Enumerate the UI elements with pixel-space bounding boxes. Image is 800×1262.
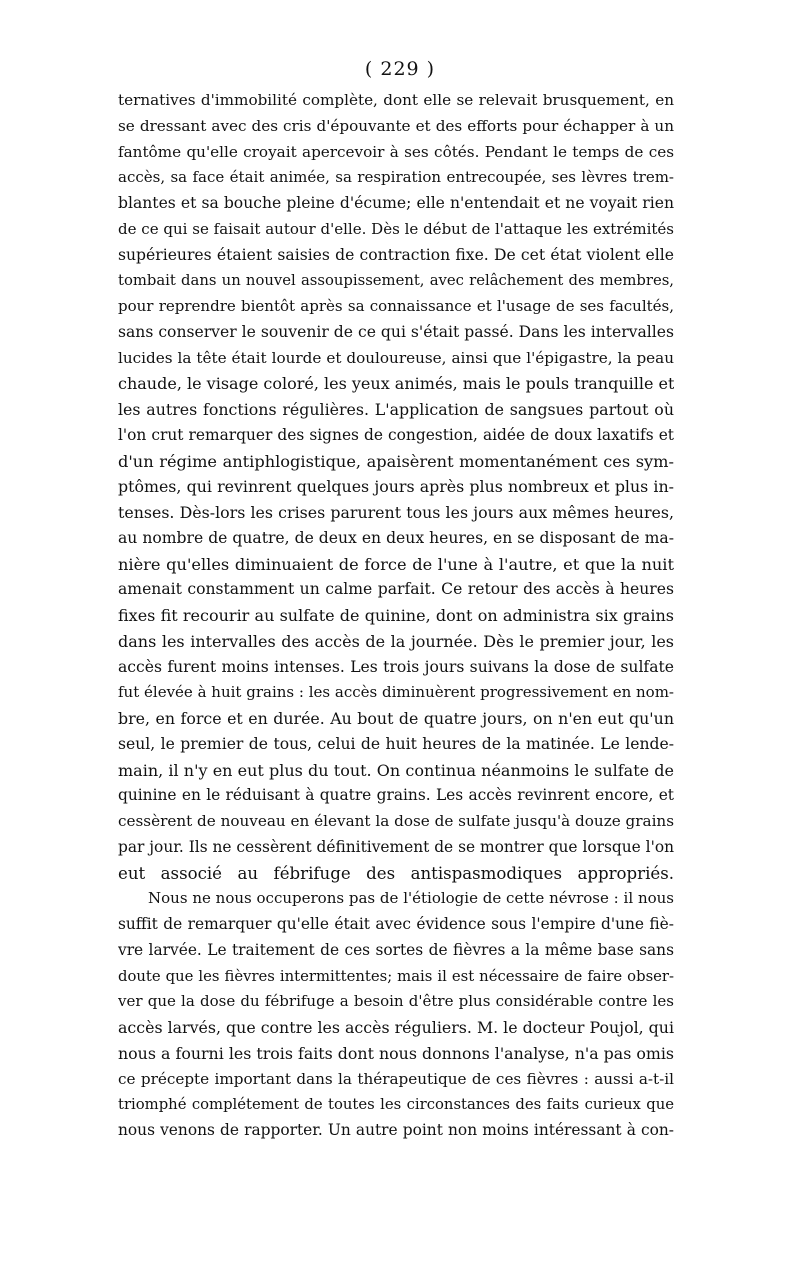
text-line: tenses. Dès-lors les crises parurent tous les jours aux mêmes heures,	[118, 503, 674, 522]
text-line: vre larvée. Le traitement de ces sortes de fièvres a la même base sans	[118, 940, 674, 959]
text-line: ver que la dose du fébrifuge a besoin d'être plus considérable contre les	[118, 992, 674, 1011]
text-line: doute que les fièvres intermittentes; mais il est nécessaire de faire obser-	[118, 967, 674, 985]
text-line: de ce qui se faisait autour d'elle. Dès le début de l'attaque les extrémités	[118, 219, 674, 238]
text-line: seul, le premier de tous, celui de huit heures de la matinée. Le lende-	[118, 734, 674, 753]
text-line: amenait constamment un calme parfait. Ce retour des accès à heures	[118, 580, 674, 599]
text-line: cessèrent de nouveau en élevant la dose de sulfate jusqu'à douze grains	[118, 812, 674, 830]
text-line: triomphé complétement de toutes les circonstances des faits curieux que	[118, 1096, 674, 1114]
text-line: l'on crut remarquer des signes de congestion, aidée de doux laxatifs et	[118, 425, 674, 444]
text-line: les autres fonctions régulières. L'application de sangsues partout où	[118, 400, 674, 419]
text-line: au nombre de quatre, de deux en deux heures, en se disposant de ma-	[118, 528, 674, 547]
text-line: pour reprendre bientôt après sa connaissance et l'usage de ses facultés,	[118, 297, 674, 315]
text-line: d'un régime antiphlogistique, apaisèrent momentanément ces sym-	[118, 451, 674, 471]
paragraph	[118, 88, 674, 886]
text-line: quinine en le réduisant à quatre grains. Les accès revinrent encore, et	[118, 786, 674, 805]
text-line: tombait dans un nouvel assoupissement, avec relâchement des membres,	[118, 272, 674, 290]
text-line: Nous ne nous occuperons pas de l'étiologie de cette névrose : il nous	[148, 889, 674, 908]
paragraph	[118, 886, 674, 1144]
text-line: accès larvés, que contre les accès réguliers. M. le docteur Poujol, qui	[118, 1018, 674, 1037]
page-number: ( 229 )	[364, 58, 436, 80]
text-line: sans conserver le souvenir de ce qui s'était passé. Dans les intervalles	[118, 322, 674, 341]
text-line: fut élevée à huit grains : les accès diminuèrent progressivement en nom-	[118, 683, 674, 702]
text-line: lucides la tête était lourde et douloureuse, ainsi que l'épigastre, la peau	[118, 348, 674, 367]
text-line: accès, sa face était animée, sa respiration entrecoupée, ses lèvres trem-	[118, 168, 674, 187]
text-line: suffit de remarquer qu'elle était avec évidence sous l'empire d'une fiè-	[118, 915, 674, 933]
text-line: ternatives d'immobilité complète, dont elle se relevait brusquement, en	[118, 91, 674, 109]
text-line: fantôme qu'elle croyait apercevoir à ses côtés. Pendant le temps de ces	[118, 142, 674, 161]
text-line: par jour. Ils ne cessèrent définitivement de se montrer que lorsque l'on	[118, 837, 674, 856]
text-line: chaude, le visage coloré, les yeux animés, mais le pouls tranquille et	[118, 374, 674, 394]
body-text	[118, 88, 674, 1144]
text-line: fixes fit recourir au sulfate de quinine, dont on administra six grains	[118, 606, 674, 625]
text-line: dans les intervalles des accès de la journée. Dès le premier jour, les	[118, 631, 674, 651]
text-line: ce précepte important dans la thérapeutique de ces fièvres : aussi a-t-il	[118, 1069, 674, 1088]
text-line: blantes et sa bouche pleine d'écume; elle n'entendait et ne voyait rien	[118, 194, 674, 212]
text-line: accès furent moins intenses. Les trois jours suivans la dose de sulfate	[118, 657, 674, 676]
text-line: main, il n'y en eut plus du tout. On continua néanmoins le sulfate de	[118, 760, 674, 780]
text-line: eut associé au fébrifuge des antispasmodiques appropriés.	[118, 863, 674, 883]
text-line: nière qu'elles diminuaient de force de l'une à l'autre, et que la nuit	[118, 554, 674, 574]
text-line: bre, en force et en durée. Au bout de quatre jours, on n'en eut qu'un	[118, 709, 674, 728]
text-line: se dressant avec des cris d'épouvante et des efforts pour échapper à un	[118, 116, 674, 135]
text-line: ptômes, qui revinrent quelques jours après plus nombreux et plus in-	[118, 477, 674, 497]
text-line: nous a fourni les trois faits dont nous donnons l'analyse, n'a pas omis	[118, 1043, 674, 1063]
text-line: nous venons de rapporter. Un autre point non moins intéressant à con-	[118, 1121, 674, 1139]
text-line: supérieures étaient saisies de contraction fixe. De cet état violent elle	[118, 245, 674, 264]
